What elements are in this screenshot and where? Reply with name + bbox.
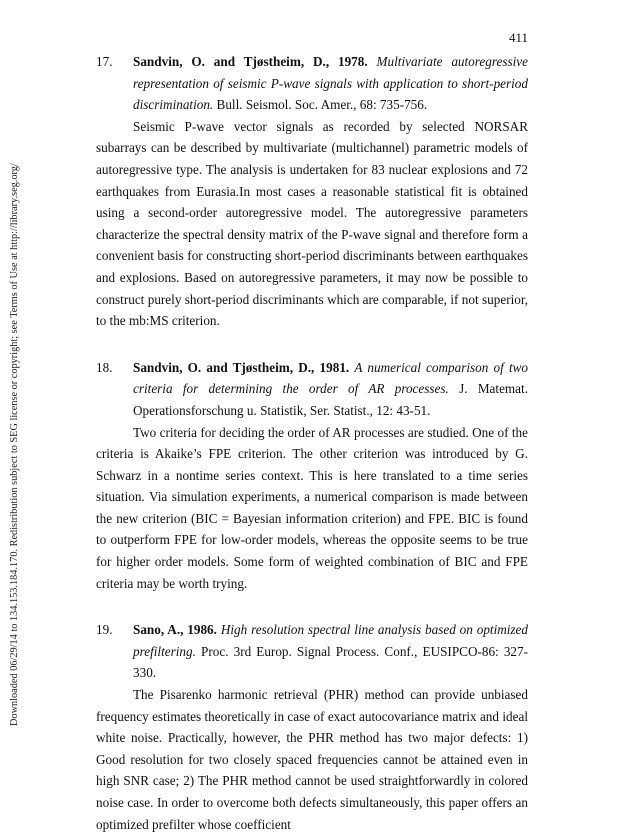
entry-17 [96, 51, 528, 332]
citation-source: J. Matemat. Operationsforschung u. Statistik, Ser. Statist., 12: 43-51. [133, 381, 528, 418]
bibliography-entries [96, 51, 528, 835]
abstract: Seismic P-wave vector signals as recorded by selected NORSAR subarrays can be described by multivariate (multichannel) parametric models of autoregressive type. The analysis is undertaken for 83 nuclear explosions and 72 earthquakes from Eurasia.In most cases a reasonable statistical fit is obtained using a second-order autoregressive model. The autoregressive parameters characterize the spectral density matrix of the P-wave signal and therefore form a convenient basis for constructing short-period discriminants between earthquakes and explosions. Based on autoregressive parameters, it may now be possible to construct purely short-period discriminants which are comparable, if not superior, to the mb:MS criterion. [96, 118, 528, 329]
citation-title: High resolution spectral line analysis based on optimized prefiltering. [133, 622, 529, 659]
abstract: The Pisarenko harmonic retrieval (PHR) method can provide unbiased frequency estimates theoretically in case of exact autocovariance matrix and ideal white noise. Practically, however, the PHR method has two major defects: 1) Good resolution for two closely spaced frequencies cannot be attained even in high SNR case; 2) The PHR method cannot be used straightforwardly in colored noise case. In order to overcome both defects simultaneously, this paper offers an optimized prefilter whose coefficient [96, 687, 528, 832]
citation-authors: Sandvin, O. and Tjøstheim, D., 1981. [133, 359, 350, 375]
page-number: 411 [508, 30, 528, 45]
entry-number: 19. [96, 622, 113, 638]
citation [96, 357, 528, 422]
citation-title: A numerical comparison of two criteria for determining the order of AR processes. [133, 359, 529, 397]
entry-number: 17. [96, 54, 113, 69]
abstract: Two criteria for deciding the order of AR processes are studied. One of the criteria is Akaike’s FPE criterion. The other criterion was introduced by G. Schwarz in a nontime series context. This is here translated to a time series situation. Via simulation experiments, a numerical comparison is made between the new criterion (BIC = Bayesian information criterion) and FPE. BIC is found to outperform FPE for low-order models, whereas the opposite seems to be true for higher order models. Some form of weighted combination of BIC and FPE criteria may be worth trying. [96, 424, 528, 591]
download-watermark: Downloaded 06/29/14 to 134.153.184.170. Redistribution subject to SEG license or copyright; see Terms of Use at http://library.seg.org/ [9, 163, 20, 726]
citation [96, 51, 528, 116]
citation [96, 619, 528, 684]
entry-19 [96, 619, 528, 835]
entry-18 [96, 357, 528, 595]
citation-source: Proc. 3rd Europ. Signal Process. Conf., EUSIPCO-86: 327-330. [133, 643, 529, 681]
citation-source: Bull. Seismol. Soc. Amer., 68: 735-756. [216, 97, 428, 113]
citation-authors: Sano, A., 1986. [133, 622, 217, 638]
citation-authors: Sandvin, O. and Tjøstheim, D., 1978. [133, 54, 368, 69]
entry-number: 18. [96, 359, 113, 375]
citation-title: Multivariate autoregressive representation of seismic P-wave signals with application to short-period discrimination. [133, 54, 528, 113]
